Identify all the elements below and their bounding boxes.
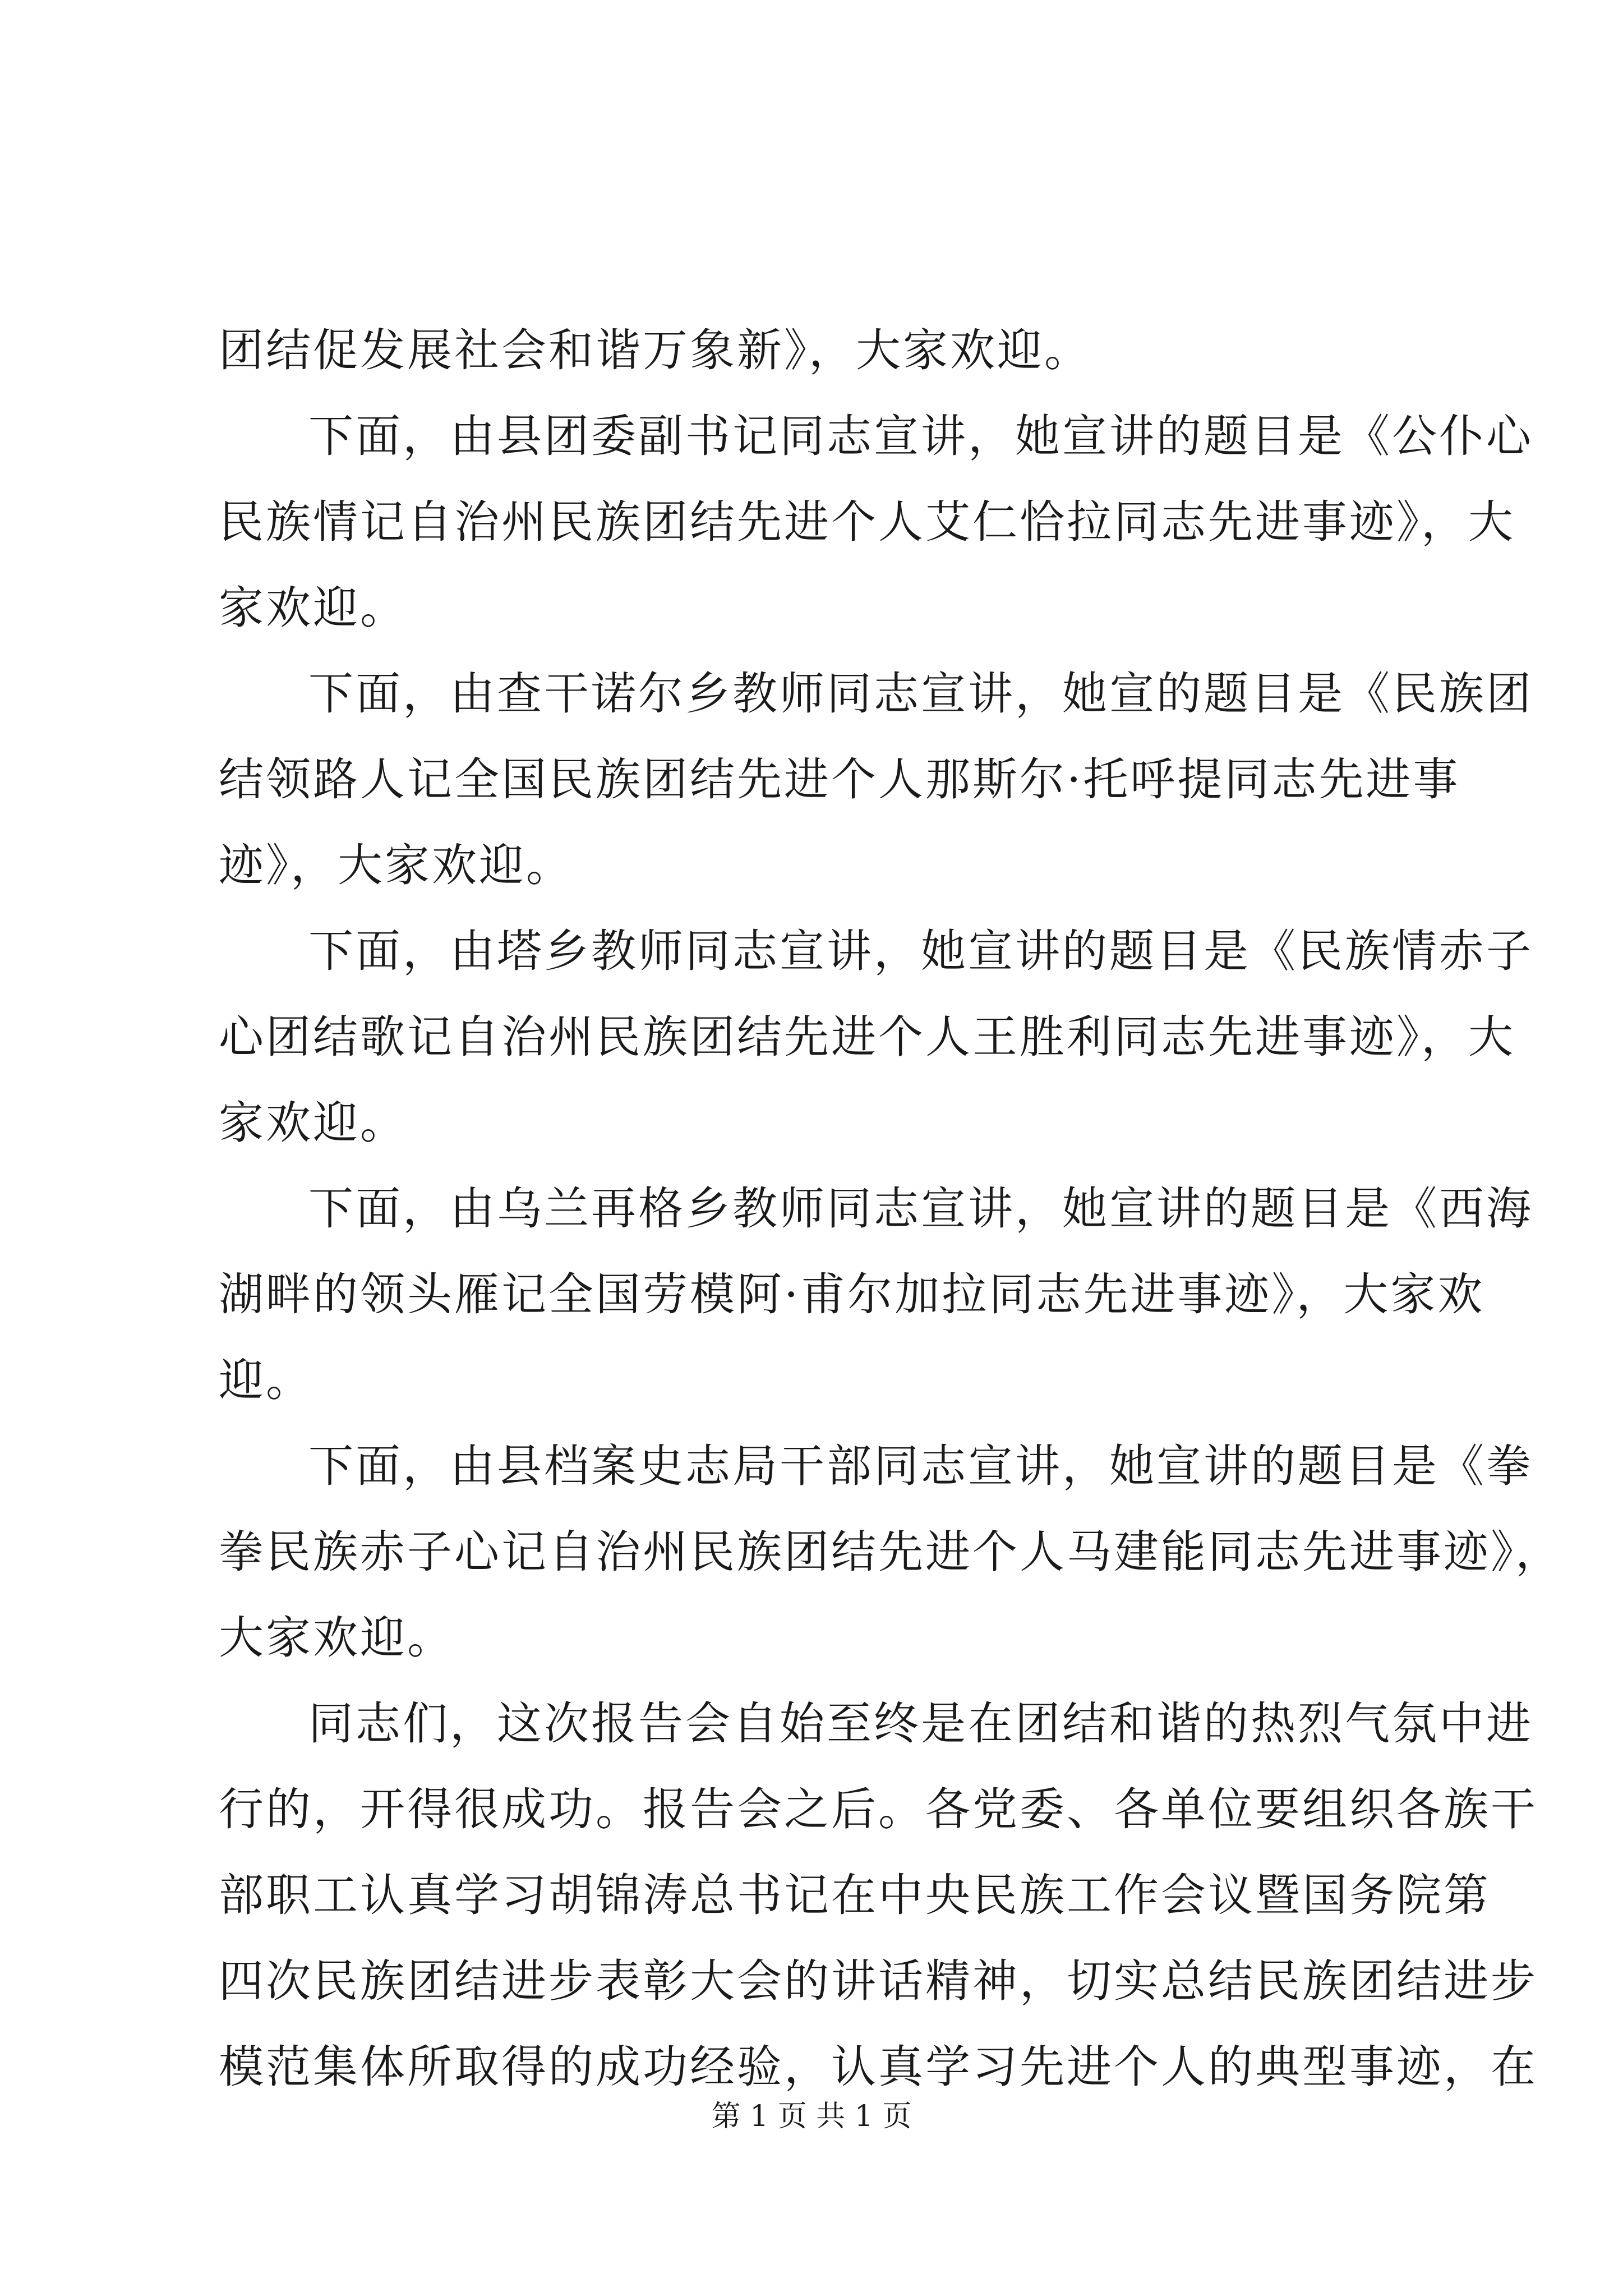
text-line: 下面，由县团委副书记同志宣讲，她宣讲的题目是《公仆心 <box>308 410 1533 462</box>
text-line: 模范集体所取得的成功经验，认真学习先进个人的典型事迹，在 <box>219 2041 1538 2093</box>
text-line: 下面，由查干诺尔乡教师同志宣讲，她宣的题目是《民族团 <box>308 668 1533 720</box>
text-line: 部职工认真学习胡锦涛总书记在中央民族工作会议暨国务院第 <box>219 1869 1491 1921</box>
text-line: 大家欢迎。 <box>219 1612 454 1664</box>
text-line: 家欢迎。 <box>219 1097 407 1149</box>
text-line: 迎。 <box>219 1354 313 1406</box>
text-line: 同志们，这次报告会自始至终是在团结和谐的热烈气氛中进 <box>308 1697 1533 1750</box>
text-line: 下面，由塔乡教师同志宣讲，她宣讲的题目是《民族情赤子 <box>308 925 1533 977</box>
text-line: 迹》，大家欢迎。 <box>219 839 573 891</box>
text-line: 心团结歌记自治州民族团结先进个人王胜利同志先进事迹》，大 <box>219 1011 1515 1063</box>
text-line: 团结促发展社会和谐万象新》，大家欢迎。 <box>219 324 1091 376</box>
text-line: 行的，开得很成功。报告会之后。各党委、各单位要组织各族干 <box>219 1783 1538 1835</box>
text-line: 下面，由乌兰再格乡教师同志宣讲，她宣讲的题目是《西海 <box>308 1182 1533 1235</box>
text-line: 下面，由县档案史志局干部同志宣讲，她宣讲的题目是《拳 <box>308 1440 1533 1492</box>
page-footer: 第 1 页 共 1 页 <box>711 2100 912 2133</box>
text-line: 拳民族赤子心记自治州民族团结先进个人马建能同志先进事迹》， <box>219 1526 1562 1578</box>
document-body <box>219 307 1562 2110</box>
text-line: 家欢迎。 <box>219 582 407 634</box>
text-line: 湖畔的领头雁记全国劳模阿·甫尔加拉同志先进事迹》，大家欢 <box>219 1268 1485 1320</box>
text-line: 民族情记自治州民族团结先进个人艾仁恰拉同志先进事迹》，大 <box>219 496 1515 548</box>
text-line: 四次民族团结进步表彰大会的讲话精神，切实总结民族团结进步 <box>219 1955 1538 2007</box>
text-line: 结领路人记全国民族团结先进个人那斯尔·托呼提同志先进事 <box>219 753 1460 806</box>
